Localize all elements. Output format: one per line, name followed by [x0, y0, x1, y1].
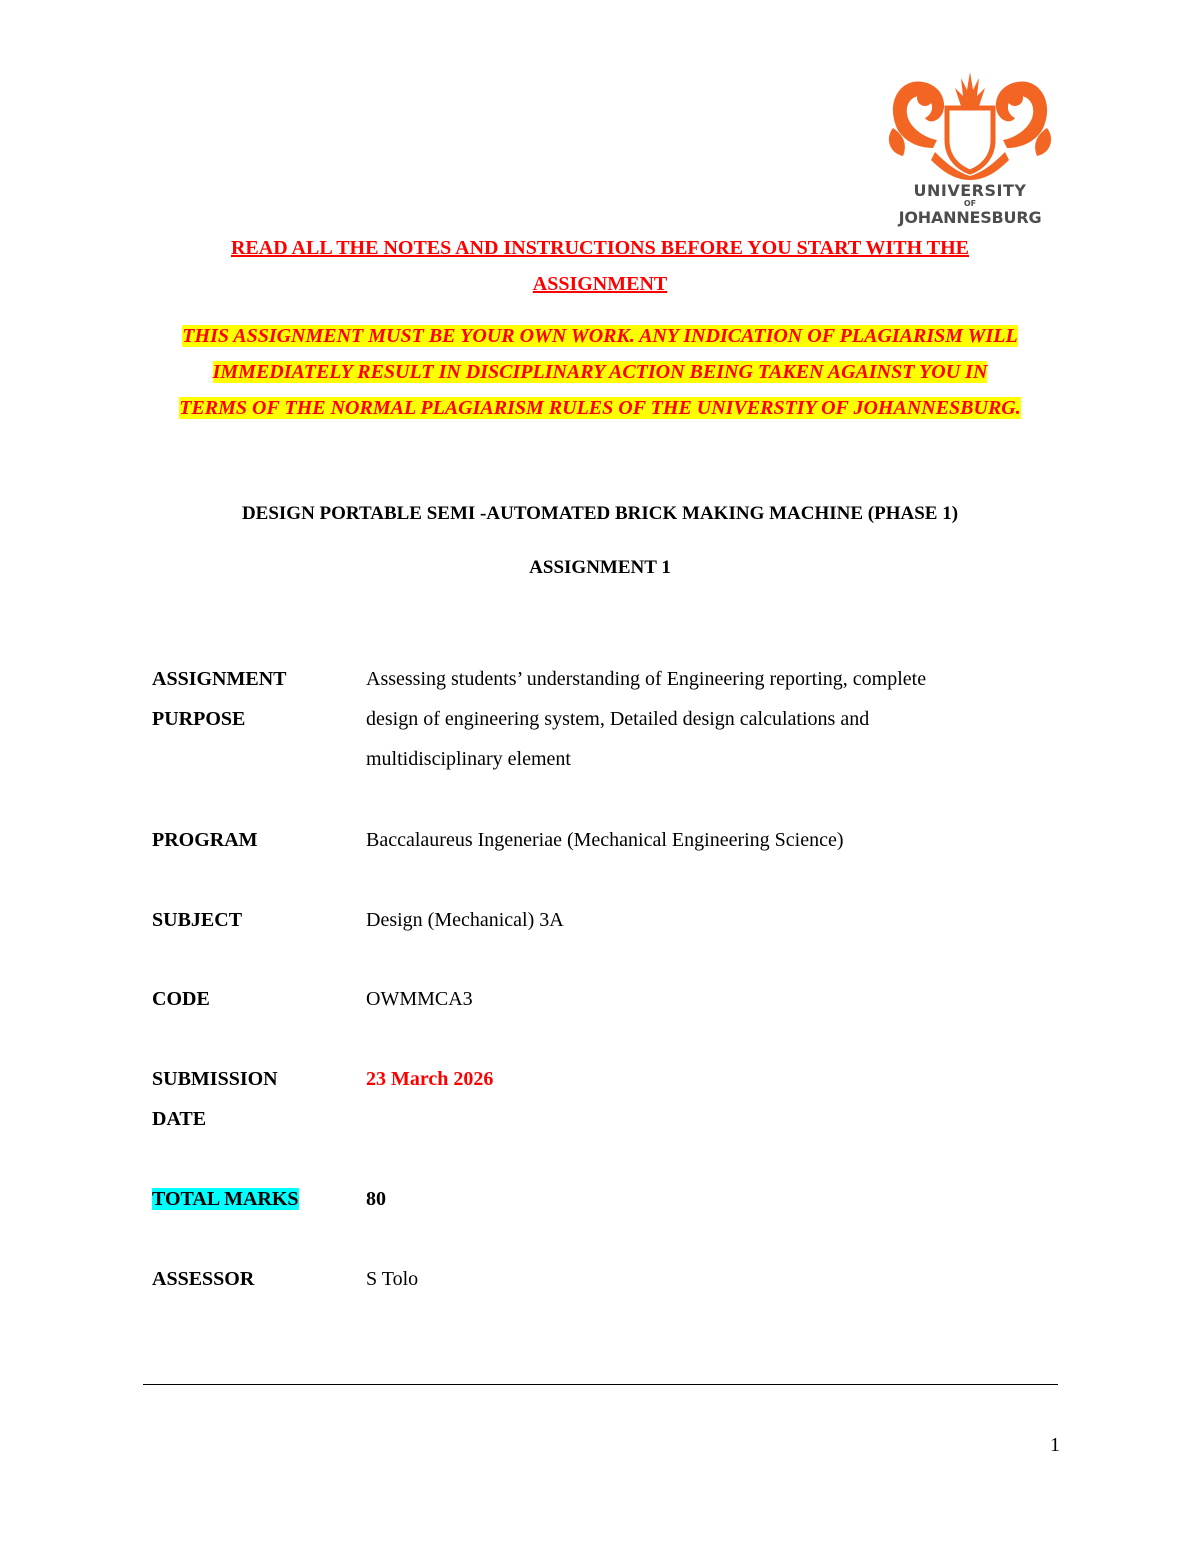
- logo-of-text: OF: [963, 199, 977, 208]
- assessor-label: ASSESSOR: [152, 1268, 255, 1290]
- warning-line1: THIS ASSIGNMENT MUST BE YOUR OWN WORK. ANY INDICATION OF PLAGIARISM WILL: [182, 325, 1018, 347]
- code-label: CODE: [152, 988, 210, 1010]
- total-marks-label: [152, 1179, 352, 1219]
- purpose-value-line1: Assessing students’ understanding of Engineering reporting, complete: [366, 668, 927, 690]
- total-marks-label-text: TOTAL MARKS: [152, 1188, 299, 1210]
- coat-of-arms-icon: [885, 68, 1055, 180]
- purpose-value: [366, 659, 1066, 779]
- assessor-value: S Tolo: [366, 1268, 419, 1290]
- submission-date-label: [152, 1059, 352, 1139]
- code-value: OWMMCA3: [366, 988, 473, 1010]
- purpose-label-line2: PURPOSE: [152, 708, 246, 730]
- page-number: 1: [1050, 1434, 1060, 1456]
- submission-label-line2: DATE: [152, 1108, 207, 1130]
- footer-divider: [143, 1384, 1058, 1385]
- notes-heading: [100, 230, 1100, 302]
- document-subtitle: ASSIGNMENT 1: [529, 557, 671, 578]
- subject-value: Design (Mechanical) 3A: [366, 909, 564, 931]
- warning-line3: TERMS OF THE NORMAL PLAGIARISM RULES OF THE UNIVERSTIY OF JOHANNESBURG.: [179, 397, 1021, 419]
- logo-university-text: UNIVERSITY: [913, 181, 1027, 200]
- purpose-value-line3: multidisciplinary element: [366, 748, 571, 770]
- purpose-label-line1: ASSIGNMENT: [152, 668, 287, 690]
- notes-heading-line1: READ ALL THE NOTES AND INSTRUCTIONS BEFORE YOU START WITH THE: [230, 237, 970, 259]
- logo-johannesburg-text: JOHANNESBURG: [898, 208, 1042, 227]
- submission-label-line1: SUBMISSION: [152, 1068, 278, 1090]
- subject-label: SUBJECT: [152, 909, 243, 931]
- program-value: Baccalaureus Ingeneriae (Mechanical Engineering Science): [366, 829, 844, 851]
- submission-date-value: 23 March 2026: [366, 1068, 494, 1090]
- purpose-label: [152, 659, 352, 739]
- purpose-value-line2: design of engineering system, Detailed design calculations and: [366, 708, 870, 730]
- program-label: PROGRAM: [152, 829, 258, 851]
- plagiarism-warning: [100, 318, 1100, 426]
- university-logo: [885, 68, 1055, 236]
- total-marks-value: 80: [366, 1188, 386, 1210]
- document-title: DESIGN PORTABLE SEMI -AUTOMATED BRICK MAKING MACHINE (PHASE 1): [241, 503, 959, 524]
- warning-line2: IMMEDIATELY RESULT IN DISCIPLINARY ACTION BEING TAKEN AGAINST YOU IN: [212, 361, 988, 383]
- notes-heading-line2: ASSIGNMENT: [532, 273, 668, 295]
